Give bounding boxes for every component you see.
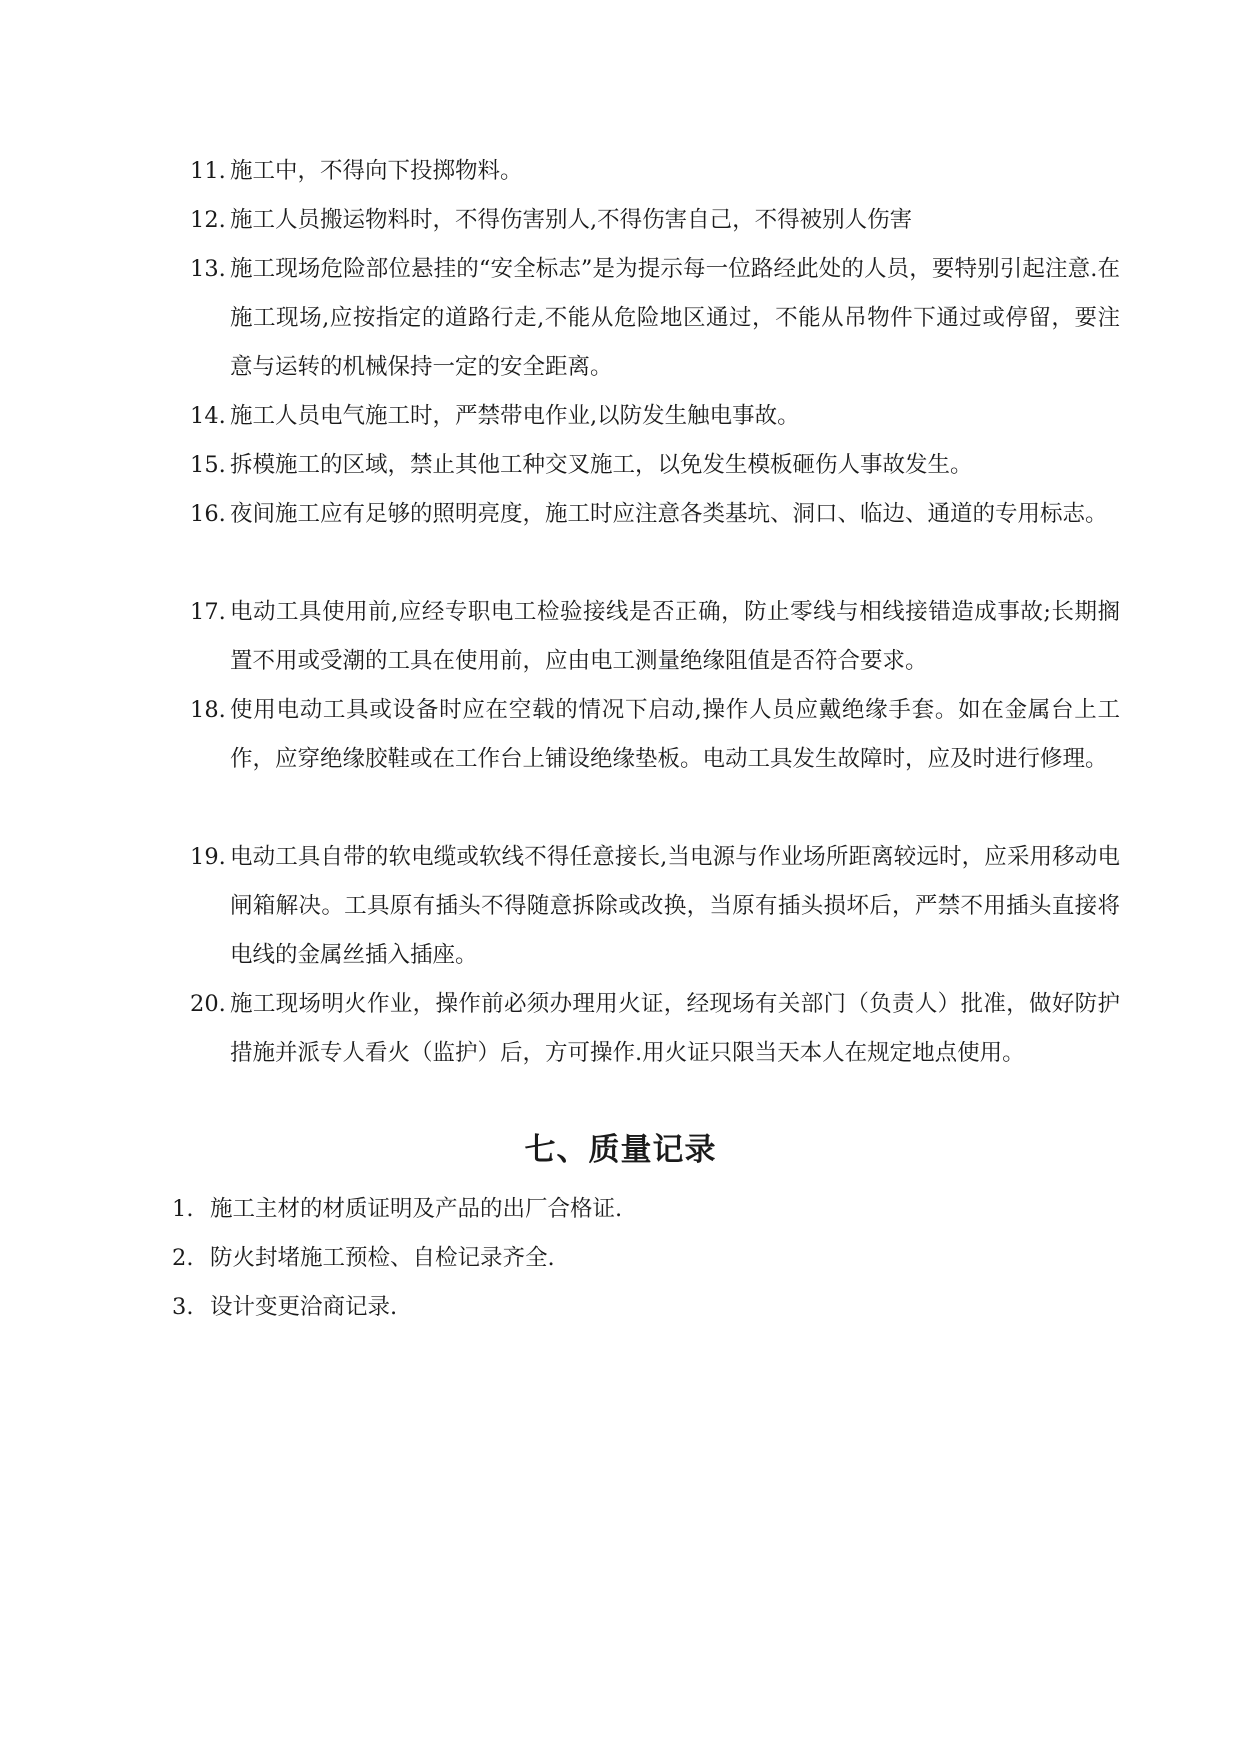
- item-text: 施工中，不得向下投掷物料。: [230, 158, 523, 184]
- item-text: 电动工具使用前,应经专职电工检验接线是否正确，防止零线与相线接错造成事故;长期搁置不用或受潮的工具在使用前，应由电工测量绝缘阻值是否符合要求。: [230, 599, 1120, 674]
- item-text: 施工人员搬运物料时，不得伤害别人,不得伤害自己，不得被别人伤害: [230, 207, 913, 233]
- record-item: [172, 1283, 1072, 1332]
- list-item: [190, 980, 1120, 1078]
- list-item: [190, 686, 1120, 784]
- record-number: 3.: [172, 1294, 194, 1320]
- item-number: 14.: [190, 403, 226, 429]
- item-number: 18.: [190, 697, 226, 723]
- list-item: [190, 245, 1120, 392]
- record-text: 防火封堵施工预检、自检记录齐全.: [210, 1245, 555, 1271]
- list-item: [190, 147, 1120, 196]
- list-item: [190, 833, 1120, 980]
- item-text: 拆模施工的区域，禁止其他工种交叉施工，以免发生模板砸伤人事故发生。: [230, 452, 973, 478]
- list-item: [190, 196, 1120, 245]
- item-number: 12.: [190, 207, 226, 233]
- item-number: 16.: [190, 501, 226, 527]
- item-number: 20.: [190, 991, 226, 1017]
- section-title: 七、质量记录: [524, 1132, 717, 1168]
- item-number: 13.: [190, 256, 226, 282]
- record-number: 2.: [172, 1245, 194, 1271]
- item-number: 15.: [190, 452, 226, 478]
- list-item: [190, 441, 1120, 490]
- record-item: [172, 1185, 1072, 1234]
- item-number: 11.: [190, 158, 226, 184]
- list-item: [190, 588, 1120, 686]
- item-text: 施工现场危险部位悬挂的“安全标志”是为提示每一位路经此处的人员，要特别引起注意.在施工现场,应按指定的道路行走,不能从危险地区通过，不能从吊物件下通过或停留，要注意与运转的机械保持一定的安全距离。: [230, 256, 1120, 380]
- item-text: 施工现场明火作业，操作前必须办理用火证，经现场有关部门（负责人）批准，做好防护措施并派专人看火（监护）后，方可操作.用火证只限当天本人在规定地点使用。: [230, 991, 1120, 1066]
- list-item: [190, 490, 1120, 539]
- record-number: 1.: [172, 1196, 194, 1222]
- record-text: 设计变更洽商记录.: [210, 1294, 398, 1320]
- item-number: 17.: [190, 599, 226, 625]
- item-text: 夜间施工应有足够的照明亮度，施工时应注意各类基坑、洞口、临边、通道的专用标志。: [230, 501, 1108, 527]
- list-item: [190, 392, 1120, 441]
- item-text: 使用电动工具或设备时应在空载的情况下启动,操作人员应戴绝缘手套。如在金属台上工作，应穿绝缘胶鞋或在工作台上铺设绝缘垫板。电动工具发生故障时，应及时进行修理。: [230, 697, 1120, 772]
- record-item: [172, 1234, 1072, 1283]
- record-text: 施工主材的材质证明及产品的出厂合格证.: [210, 1196, 623, 1222]
- item-text: 电动工具自带的软电缆或软线不得任意接长,当电源与作业场所距离较远时，应采用移动电闸箱解决。工具原有插头不得随意拆除或改换，当原有插头损坏后，严禁不用插头直接将电线的金属丝插入插座。: [230, 844, 1120, 968]
- item-number: 19.: [190, 844, 226, 870]
- item-text: 施工人员电气施工时，严禁带电作业,以防发生触电事故。: [230, 403, 800, 429]
